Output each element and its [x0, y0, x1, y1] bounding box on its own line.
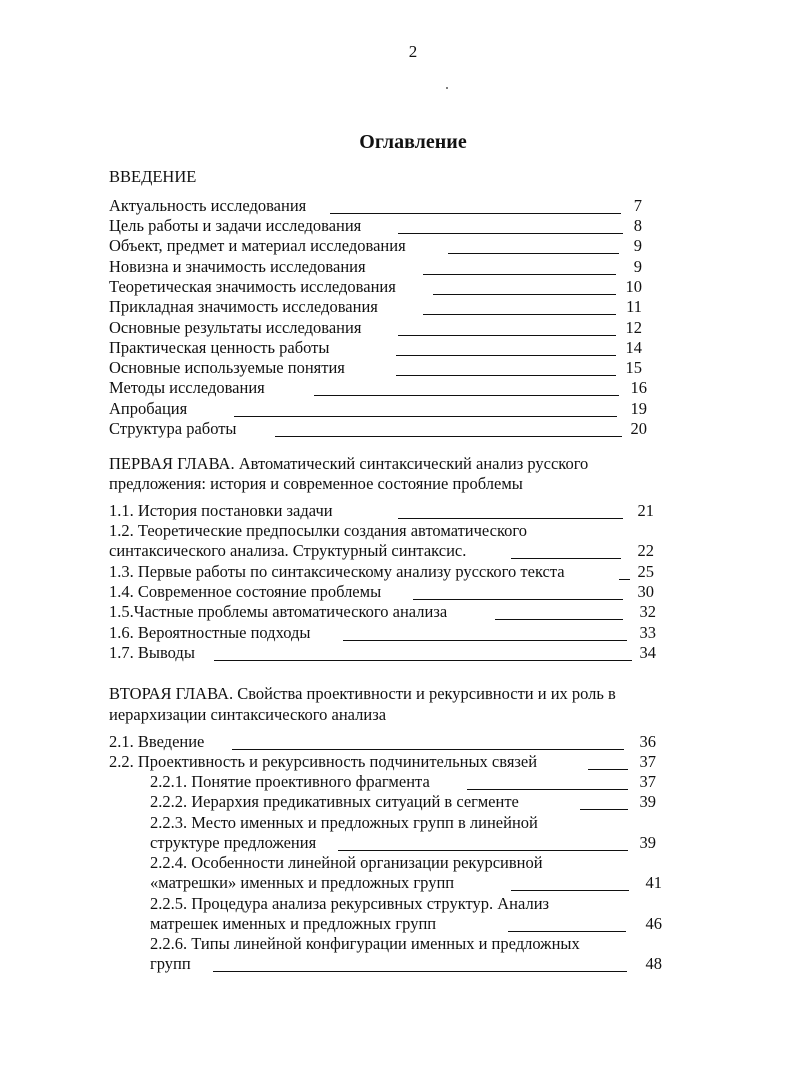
toc-entry-page: 12	[625, 318, 642, 337]
toc-entry-page: 19	[630, 399, 647, 418]
toc-leader	[275, 436, 622, 437]
page-number: 2	[408, 42, 418, 61]
toc-entry-label: 2.2.6. Типы линейной конфигурации именных и предложных	[150, 934, 580, 953]
toc-entry-label: Структура работы	[109, 419, 237, 438]
toc-entry-page: 15	[625, 358, 642, 377]
toc-entry-label: Прикладная значимость исследования	[109, 297, 378, 316]
section-heading-intro: ВВЕДЕНИЕ	[109, 167, 197, 186]
toc-entry-label: Практическая ценность работы	[109, 338, 330, 357]
toc-leader	[495, 619, 623, 620]
toc-leader	[423, 314, 616, 315]
toc-leader	[214, 660, 632, 661]
toc-leader	[511, 558, 621, 559]
toc-leader	[511, 890, 629, 891]
toc-leader	[448, 253, 619, 254]
toc-leader	[433, 294, 616, 295]
toc-leader	[423, 274, 616, 275]
toc-leader	[398, 518, 623, 519]
toc-leader	[508, 931, 626, 932]
toc-entry-page: 10	[625, 277, 642, 296]
toc-entry-label: 2.2.5. Процедура анализа рекурсивных структур. Анализ	[150, 894, 550, 913]
toc-entry-page: 46	[645, 914, 662, 933]
toc-entry-label-cont: синтаксического анализа. Структурный синтаксис.	[109, 541, 467, 560]
toc-entry-label: 1.1. История постановки задачи	[109, 501, 333, 520]
chapter-heading-1-cont: предложения: история и современное состояние проблемы	[109, 474, 523, 493]
toc-entry-page: 48	[645, 954, 662, 973]
toc-entry-label: Апробация	[109, 399, 188, 418]
toc-entry-page: 14	[625, 338, 642, 357]
toc-entry-label: 2.1. Введение	[109, 732, 205, 751]
toc-leader	[396, 355, 616, 356]
toc-leader	[314, 395, 619, 396]
toc-leader	[467, 789, 628, 790]
toc-entry-label: 2.2.3. Место именных и предложных групп в линейной	[150, 813, 538, 832]
toc-entry-label-cont: «матрешки» именных и предложных групп	[150, 873, 455, 892]
toc-entry-label: 2.2. Проективность и рекурсивность подчинительных связей	[109, 752, 538, 771]
toc-entry-page: 30	[637, 582, 654, 601]
toc-entry-label: 1.6. Вероятностные подходы	[109, 623, 311, 642]
toc-entry-page: 20	[630, 419, 647, 438]
toc-entry-label: 1.7. Выводы	[109, 643, 195, 662]
toc-entry-page: 22	[637, 541, 654, 560]
toc-entry-page: 37	[639, 772, 656, 791]
chapter-heading-1: ПЕРВАЯ ГЛАВА. Автоматический синтаксический анализ русского	[109, 454, 589, 473]
toc-leader	[232, 749, 624, 750]
toc-entry-page: 37	[639, 752, 656, 771]
toc-entry-label: Основные результаты исследования	[109, 318, 362, 337]
toc-entry-label: Цель работы и задачи исследования	[109, 216, 362, 235]
toc-entry-page: 34	[639, 643, 656, 662]
toc-entry-page: 39	[639, 792, 656, 811]
toc-entry-label: 2.2.4. Особенности линейной организации рекурсивной	[150, 853, 543, 872]
toc-entry-page: 41	[645, 873, 662, 892]
toc-entry-page: 21	[637, 501, 654, 520]
toc-entry-page: 8	[633, 216, 642, 235]
toc-entry-label-cont: структуре предложения	[150, 833, 317, 852]
toc-entry-label: Методы исследования	[109, 378, 265, 397]
chapter-heading-2: ВТОРАЯ ГЛАВА. Свойства проективности и рекурсивности и их роль в	[109, 684, 616, 703]
toc-leader	[396, 375, 616, 376]
toc-entry-label: 1.3. Первые работы по синтаксическому анализу русского текста	[109, 562, 565, 581]
toc-leader	[213, 971, 627, 972]
toc-entry-label: 2.2.2. Иерархия предикативных ситуаций в сегменте	[150, 792, 519, 811]
toc-entry-page: 7	[633, 196, 642, 215]
chapter-heading-2-cont: иерархизации синтаксического анализа	[109, 705, 387, 724]
toc-leader	[234, 416, 617, 417]
scan-speck	[446, 87, 448, 89]
toc-entry-page: 39	[639, 833, 656, 852]
toc-entry-label: Теоретическая значимость исследования	[109, 277, 396, 296]
toc-leader	[330, 213, 621, 214]
toc-leader	[338, 850, 628, 851]
toc-leader	[398, 233, 623, 234]
toc-entry-label: Объект, предмет и материал исследования	[109, 236, 406, 255]
toc-leader	[413, 599, 623, 600]
toc-title: Оглавление	[359, 131, 467, 153]
toc-entry-page: 11	[626, 297, 642, 316]
toc-entry-label: Основные используемые понятия	[109, 358, 345, 377]
toc-entry-label: Новизна и значимость исследования	[109, 257, 366, 276]
toc-entry-page: 9	[633, 257, 642, 276]
toc-entry-label-cont: матрешек именных и предложных групп	[150, 914, 437, 933]
toc-entry-label: 2.2.1. Понятие проективного фрагмента	[150, 772, 430, 791]
toc-leader	[398, 335, 616, 336]
toc-entry-page: 25	[637, 562, 654, 581]
toc-entry-page: 33	[639, 623, 656, 642]
toc-entry-page: 16	[630, 378, 647, 397]
toc-entry-page: 32	[639, 602, 656, 621]
toc-entry-label-cont: групп	[150, 954, 191, 973]
toc-entry-page: 9	[633, 236, 642, 255]
toc-entry-label: 1.5.Частные проблемы автоматического анализа	[109, 602, 448, 621]
toc-entry-label: Актуальность исследования	[109, 196, 307, 215]
toc-leader	[343, 640, 627, 641]
toc-entry-label: 1.4. Современное состояние проблемы	[109, 582, 382, 601]
toc-entry-page: 36	[639, 732, 656, 751]
toc-entry-label: 1.2. Теоретические предпосылки создания автоматического	[109, 521, 528, 540]
